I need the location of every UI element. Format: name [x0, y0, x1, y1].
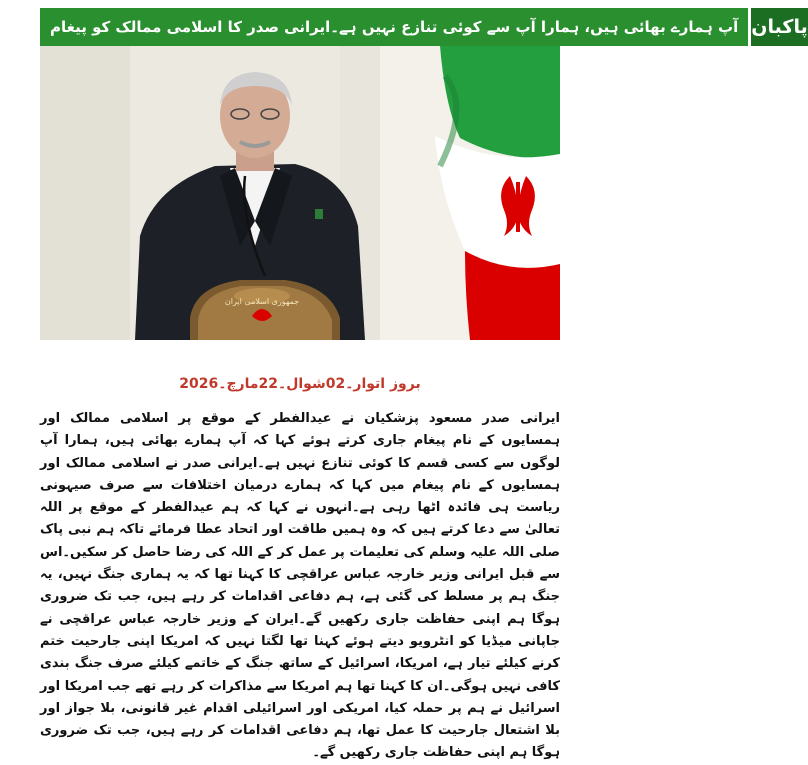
article-body: ایرانی صدر مسعود پزشکیان نے عیدالفطر کے موقع پر اسلامی ممالک اور ہمسایوں کے نام پیغام جاری کرتے ہوئے کہا کہ آپ ہمارے بھائی ہیں، ہمارا آپ لوگوں سے کسی قسم کا کوئی تنازع نہیں ہے۔ایرانی صدر نے اسلامی ممالک اور ہمسایوں کے نام پیغام میں کہا کہ ہمارے درمیان اختلافات سے صرف صیہونی ریاست ہی فائدہ اٹھا رہی ہے۔انہوں نے کہا کہ ہم عیدالفطر کے موقع پر اللہ تعالیٰ سے دعا کرتے ہیں کہ وہ ہمیں طاقت اور اتحاد عطا فرمائے تاکہ ہم نبی پاک صلی اللہ علیہ وسلم کی تعلیمات پر عمل کر کے اللہ کی رضا حاصل کر سکیں۔اس سے قبل ایرانی وزیر خارجہ عباس عراقچی کا کہنا تھا کہ یہ ہماری جنگ نہیں، یہ جنگ ہم پر مسلط کی گئی ہے، ہم دفاعی اقدامات کر رہے ہیں، جب تک ضروری ہوگا ہم اپنی حفاظت جاری رکھیں گے۔ایران کے وزیر خارجہ عباس عراقچی نے جاپانی میڈیا کو انٹرویو دیتے ہوئے کہنا تھا لگتا نہیں کہ امریکا اپنی جارحیت ختم کرنے کیلئے تیار ہے، امریکا، اسرائیل کے ساتھ جنگ کے خاتمے کیلئے صرف جنگ بندی کافی نہیں ہوگی۔ان کا کہنا تھا ہم امریکا سے مذاکرات کر رہے تھے جب امریکا اور اسرائیل نے ہم پر حملہ کیا، امریکی اور اسرائیلی اقدام غیر قانونی، بلا جواز اور بلا اشتعال جارحیت کا عمل تھا، ہم دفاعی اقدامات کر رہے ہیں، جب تک ضروری ہوگا ہم اپنی حفاظت جاری رکھیں گے۔ [40, 411, 560, 761]
brand-logo: پاکبان [748, 8, 807, 46]
news-photo [40, 46, 560, 340]
photo-illustration [40, 46, 560, 340]
podium-text: جمهوری اسلامی ایران [224, 297, 300, 306]
headline-banner [40, 8, 808, 46]
headline-text: آپ ہمارے بھائی ہیں، ہمارا آپ سے کوئی تنازع نہیں ہے۔ایرانی صدر کا اسلامی ممالک کو پیغام [40, 8, 748, 46]
dateline: بروز اتوار۔02شوال۔22مارچ۔2026 [179, 376, 421, 392]
